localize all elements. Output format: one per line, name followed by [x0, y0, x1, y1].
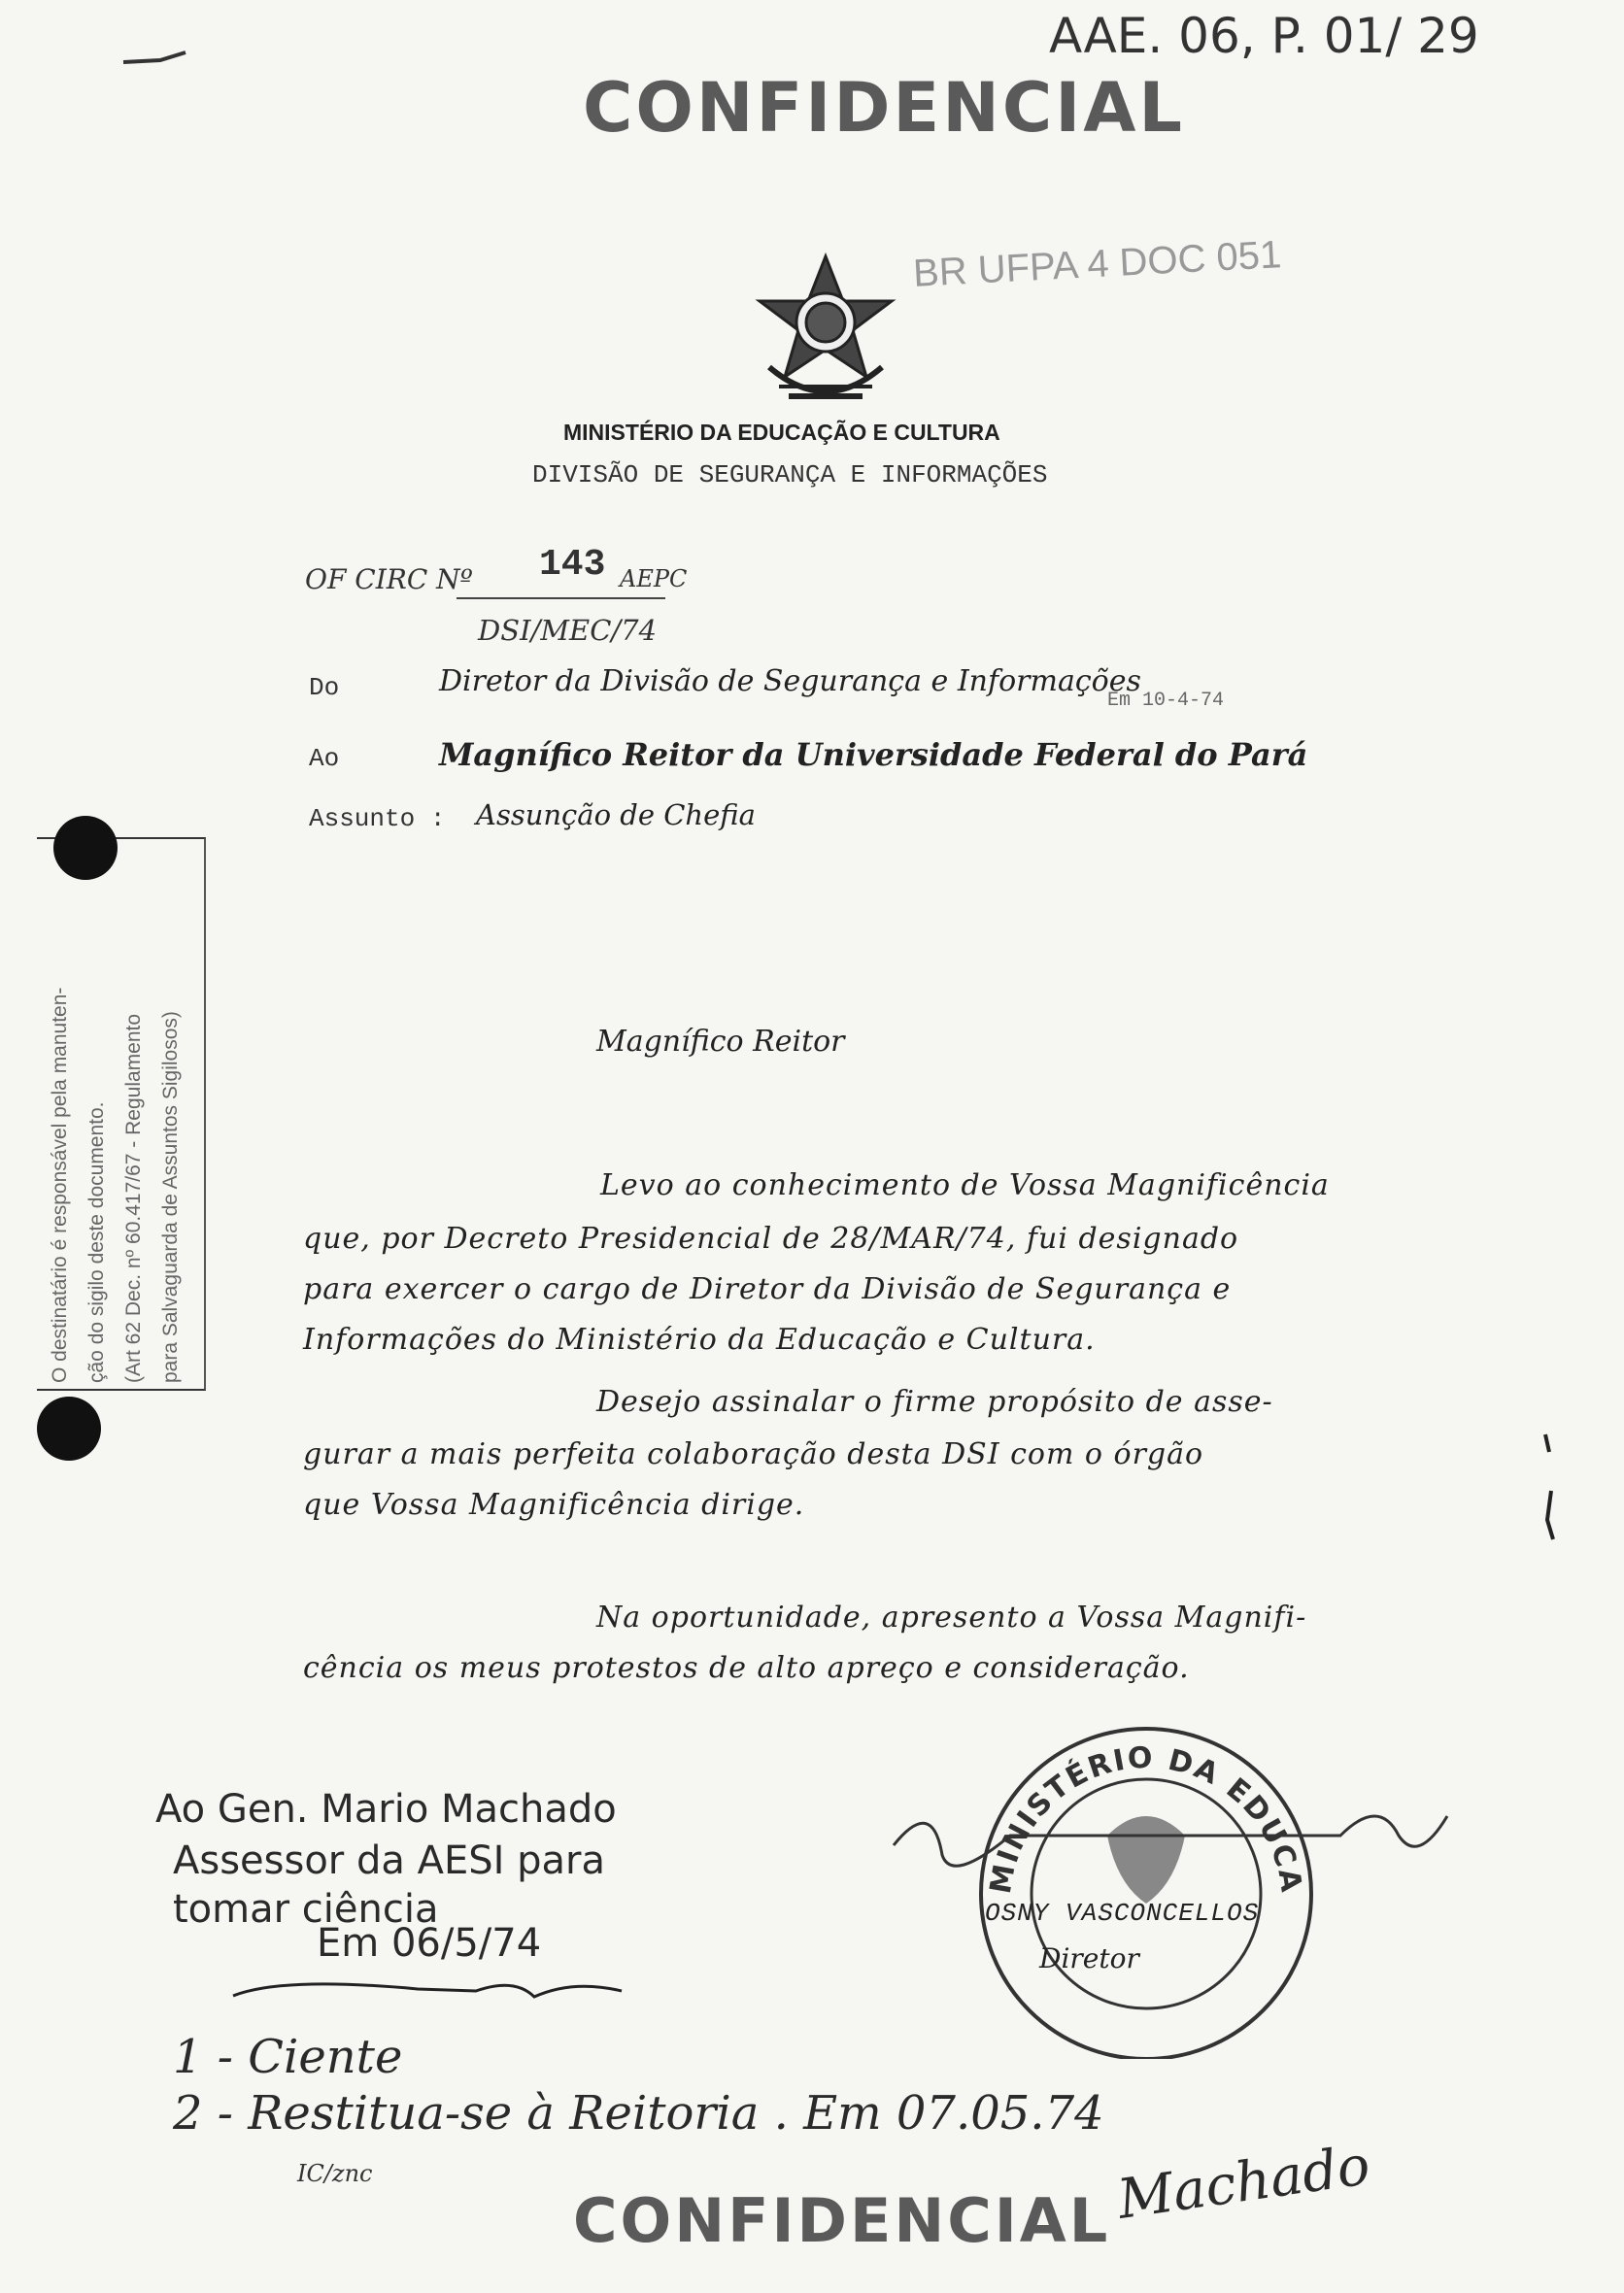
ministry-name: MINISTÉRIO DA EDUCAÇÃO E CULTURA — [563, 420, 1000, 445]
archive-reference: AAE. 06, P. 01/ 29 — [1049, 8, 1479, 64]
body-p1-line3: para exercer o cargo de Diretor da Divisão de Segurança e — [303, 1272, 1232, 1306]
dispatch-note-line2: Assessor da AESI para — [173, 1838, 605, 1883]
bottom-signature: Machado — [1113, 2134, 1374, 2232]
signature-stroke — [874, 1777, 1457, 1894]
body-p2-line1: Desejo assinalar o firme propósito de asse- — [596, 1385, 1273, 1419]
from-value: Diretor da Divisão de Segurança e Informações — [439, 664, 1141, 698]
typist-reference: IC/znc — [297, 2160, 373, 2187]
subject-value: Assunção de Chefia — [476, 798, 756, 831]
document-reference: BR UFPA 4 DOC 051 — [912, 233, 1283, 295]
office-underline — [457, 597, 665, 599]
reply-note-line1: 1 - Ciente — [173, 2030, 403, 2084]
secrecy-notice-line3: (Art 62 Dec. nº 60.417/67 - Regulamento — [122, 1013, 145, 1383]
received-date-stamp: Em 10-4-74 — [1107, 690, 1225, 712]
classification-bottom: CONFIDENCIAL — [573, 2185, 1111, 2256]
office-label: OF CIRC Nº — [305, 563, 473, 595]
dispatch-note-line3: tomar ciência — [173, 1887, 439, 1932]
body-p2-line2: gurar a mais perfeita colaboração desta DSI com o órgão — [303, 1437, 1204, 1471]
dispatch-note-line1: Ao Gen. Mario Machado — [155, 1787, 617, 1832]
body-p3-line2: cência os meus protestos de alto apreço e consideração. — [303, 1651, 1190, 1685]
body-p1-line4: Informações do Ministério da Educação e Cultura. — [303, 1323, 1096, 1357]
subject-label: Assunto : — [309, 804, 446, 833]
secrecy-notice-line2: ção do sigilo deste documento. — [85, 1101, 108, 1383]
ink-mark — [121, 49, 189, 60]
to-label: Ao — [309, 744, 340, 773]
secrecy-notice-box — [37, 837, 206, 1391]
body-p1-line2: que, por Decreto Presidencial de 28/MAR/74, fui designado — [303, 1222, 1239, 1256]
from-label: Do — [309, 673, 340, 702]
signer-title: Diretor — [1039, 1942, 1139, 1974]
division-name: DIVISÃO DE SEGURANÇA E INFORMAÇÕES — [532, 460, 1048, 489]
to-value: Magnífico Reitor da Universidade Federal do Pará — [439, 736, 1308, 773]
secrecy-notice-line1: O destinatário é responsável pela manuten- — [49, 987, 71, 1383]
office-number: 143 — [539, 544, 606, 586]
office-code: DSI/MEC/74 — [478, 614, 658, 647]
ink-mark-right — [1539, 1433, 1559, 1588]
body-p2-line3: que Vossa Magnificência dirige. — [303, 1488, 805, 1522]
body-p1-line1: Levo ao conhecimento de Vossa Magnificência — [600, 1168, 1330, 1202]
salutation: Magnífico Reitor — [596, 1025, 845, 1059]
reply-note-line2: 2 - Restitua-se à Reitoria . Em 07.05.74 — [173, 2086, 1104, 2141]
dispatch-note-line4: Em 06/5/74 — [317, 1921, 542, 1966]
coat-of-arms-icon — [750, 251, 901, 410]
signer-name: OSNY VASCONCELLOS — [985, 1899, 1260, 1928]
seal-ring-text: MINISTÉRIO DA EDUCA — [983, 1740, 1308, 1897]
classification-top: CONFIDENCIAL — [583, 68, 1186, 148]
secrecy-notice-line4: para Salvaguarda de Assuntos Sigilosos) — [159, 1011, 182, 1383]
punch-hole-bottom — [37, 1397, 101, 1461]
office-number-suffix: AEPC — [620, 565, 688, 592]
punch-hole-top — [53, 816, 118, 880]
dispatch-note-underline — [223, 1972, 651, 2010]
body-p3-line1: Na oportunidade, apresento a Vossa Magnifi- — [596, 1601, 1307, 1635]
